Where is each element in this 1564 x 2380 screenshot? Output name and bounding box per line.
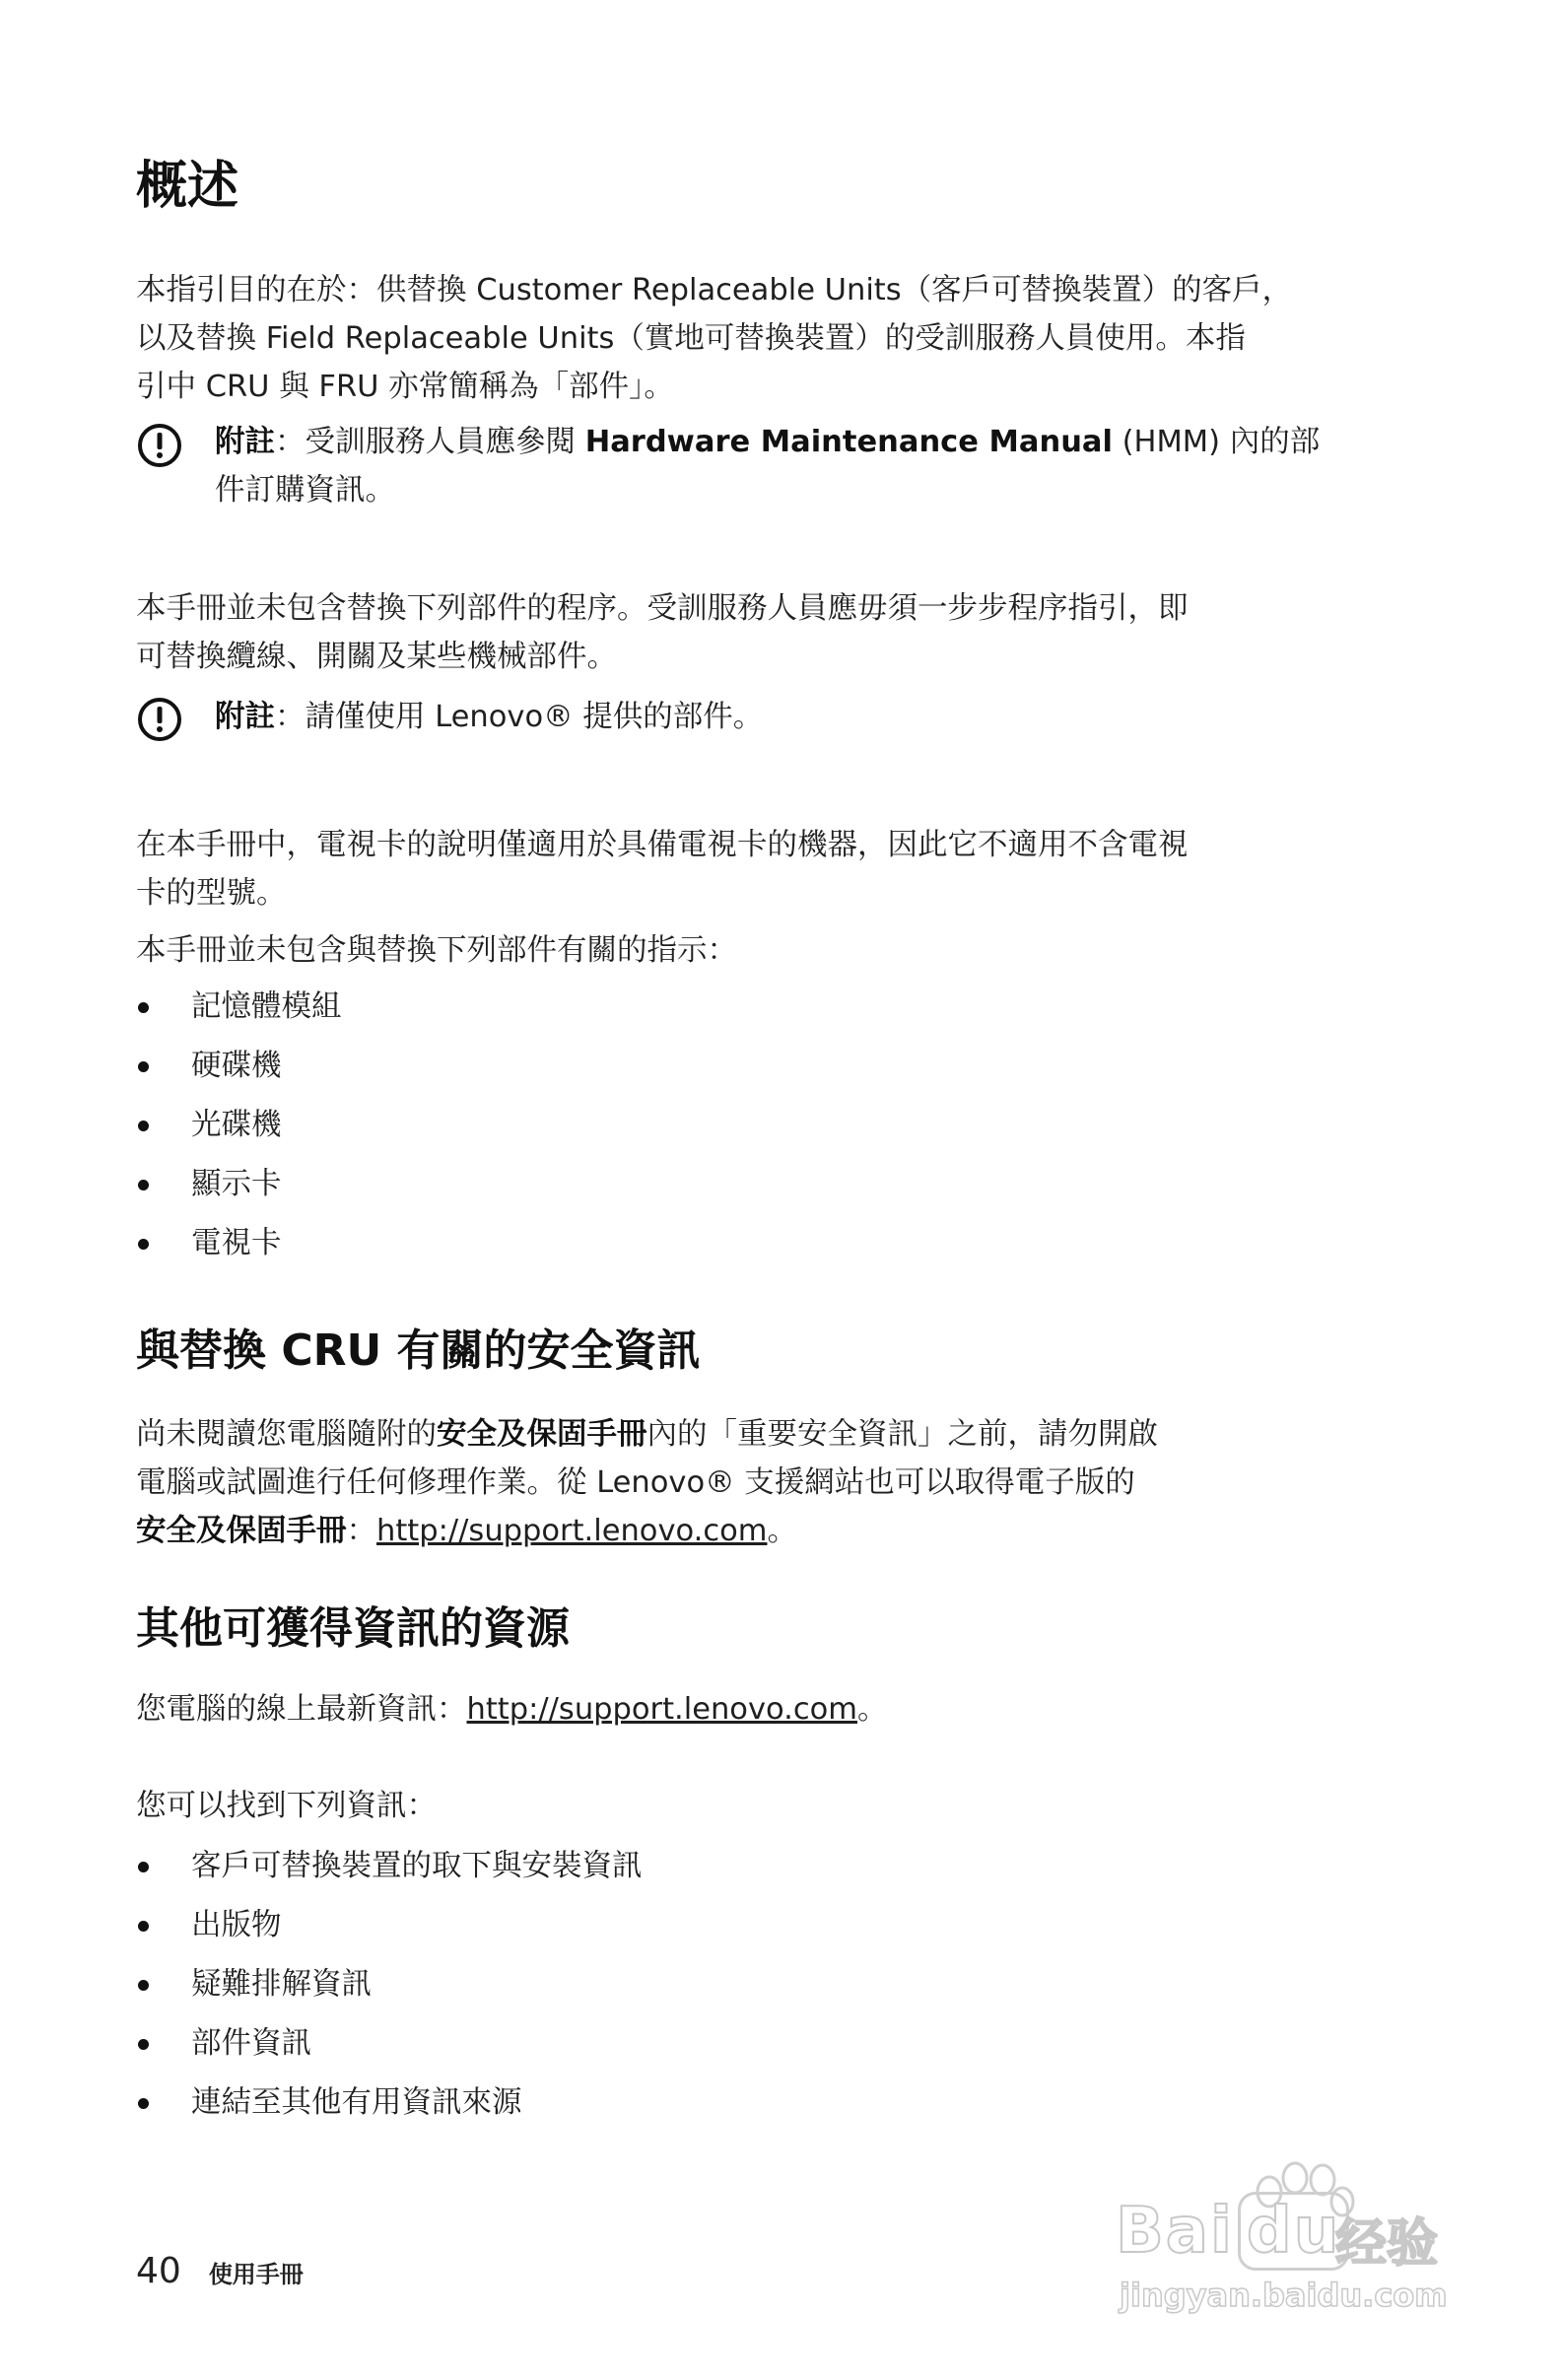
page-number: 40 (136, 2251, 181, 2291)
list-item-text: 連結至其他有用資訊來源 (191, 2085, 522, 2120)
note-text (215, 418, 1437, 514)
list-item-text: 部件資訊 (191, 2026, 311, 2061)
list-item (136, 1896, 1122, 1955)
note-text-part: ：受訓服務人員應參閱 (275, 425, 585, 459)
list-item (136, 2014, 1122, 2074)
list-item (136, 978, 1122, 1037)
overview-paragraph-1 (136, 266, 1437, 411)
list-item (136, 1214, 1122, 1273)
text-line (136, 1410, 1437, 1459)
baidu-watermark (1114, 2158, 1488, 2326)
page-footer (136, 2252, 304, 2294)
list-item-text: 顯示卡 (191, 1167, 282, 1201)
attention-icon (136, 696, 183, 743)
text-part: 您電腦的線上最新資訊： (136, 1692, 467, 1727)
text-line: 以及替換 Field Replaceable Units（實地可替換裝置）的受訓服務人員使用。本指 (136, 321, 1246, 356)
note-label: 附註 (215, 700, 275, 734)
section-title-resources: 其他可獲得資訊的資源 (136, 1603, 570, 1654)
parts-list (136, 978, 1122, 1273)
list-item (136, 2074, 1122, 2133)
bullet-icon (138, 1239, 149, 1250)
text-line: 電腦或試圖進行任何修理作業。從 Lenovo® 支援網站也可以取得電子版的 (136, 1465, 1135, 1500)
text-part: 。 (767, 1514, 797, 1548)
bullet-icon (138, 1862, 149, 1872)
bullet-icon (138, 1980, 149, 1991)
note-text (215, 693, 1437, 741)
list-item (136, 1955, 1122, 2014)
support-link[interactable]: http://support.lenovo.com (376, 1514, 768, 1548)
attention-icon (136, 422, 183, 469)
list-item (136, 1096, 1122, 1155)
text-part: 。 (856, 1692, 888, 1727)
list-item (136, 1837, 1122, 1896)
text-line: 本手冊並未包含替換下列部件的程序。受訓服務人員應毋須一步步程序指引，即 (136, 591, 1189, 626)
support-link[interactable]: http://support.lenovo.com (466, 1692, 857, 1727)
text-part: ： (346, 1514, 376, 1548)
text-line: 可替換纜線、開關及某些機械部件。 (136, 640, 617, 674)
list-item-text: 電視卡 (191, 1226, 282, 1260)
section-title-safety: 與替換 CRU 有關的安全資訊 (136, 1326, 701, 1376)
list-item-text: 疑難排解資訊 (191, 1967, 372, 2002)
manual-name: 安全及保固手冊 (136, 1514, 347, 1548)
text-part: 尚未閱讀您電腦隨附的 (136, 1417, 437, 1452)
text-line: 引中 CRU 與 FRU 亦常簡稱為「部件」。 (136, 370, 674, 404)
safety-paragraph (136, 1410, 1437, 1555)
watermark-brand-part: du (1238, 2192, 1349, 2271)
text-line (136, 1507, 1437, 1555)
manual-name: 安全及保固手冊 (437, 1417, 647, 1452)
note-text-part: (HMM) 內的部 (1112, 425, 1321, 459)
note-text-line2: 件訂購資訊。 (215, 473, 395, 508)
watermark-cn: 经验 (1335, 2214, 1439, 2274)
resources-paragraph-2: 您可以找到下列資訊： (136, 1789, 437, 1823)
bullet-icon (138, 2039, 149, 2050)
note-text-part: ：請僅使用 Lenovo® 提供的部件。 (275, 700, 764, 734)
resources-paragraph-1 (136, 1685, 1437, 1734)
overview-paragraph-4: 本手冊並未包含與替換下列部件有關的指示： (136, 933, 737, 968)
bullet-icon (138, 1121, 149, 1131)
overview-paragraph-2 (136, 584, 1437, 681)
bullet-icon (138, 1002, 149, 1013)
list-item-text: 記憶體模組 (191, 989, 342, 1024)
bullet-icon (138, 1180, 149, 1190)
watermark-url: jingyan.baidu.com (1120, 2277, 1448, 2314)
text-line: 本指引目的在於：供替換 Customer Replaceable Units（客戶可替換裝置）的客戶， (136, 273, 1293, 307)
section-title-overview: 概述 (136, 157, 239, 216)
list-item-text: 出版物 (191, 1908, 282, 1942)
note-label: 附註 (215, 425, 275, 459)
text-part: 內的「重要安全資訊」之前，請勿開啟 (646, 1417, 1158, 1452)
bullet-icon (138, 2098, 149, 2109)
text-line: 在本手冊中，電視卡的說明僅適用於具備電視卡的機器，因此它不適用不含電視 (136, 828, 1189, 862)
list-item (136, 1155, 1122, 1214)
footer-title: 使用手冊 (208, 2261, 304, 2288)
overview-paragraph-3 (136, 821, 1437, 918)
list-item (136, 1037, 1122, 1096)
manual-name: Hardware Maintenance Manual (584, 425, 1113, 459)
list-item-text: 光碟機 (191, 1108, 282, 1142)
text-line: 卡的型號。 (136, 876, 287, 911)
resources-list (136, 1837, 1122, 2133)
bullet-icon (138, 1921, 149, 1932)
list-item-text: 客戶可替換裝置的取下與安裝資訊 (191, 1849, 643, 1883)
watermark-brand-part: Bai (1116, 2195, 1234, 2268)
watermark-brand (1116, 2192, 1349, 2271)
list-item-text: 硬碟機 (191, 1049, 282, 1083)
bullet-icon (138, 1061, 149, 1072)
